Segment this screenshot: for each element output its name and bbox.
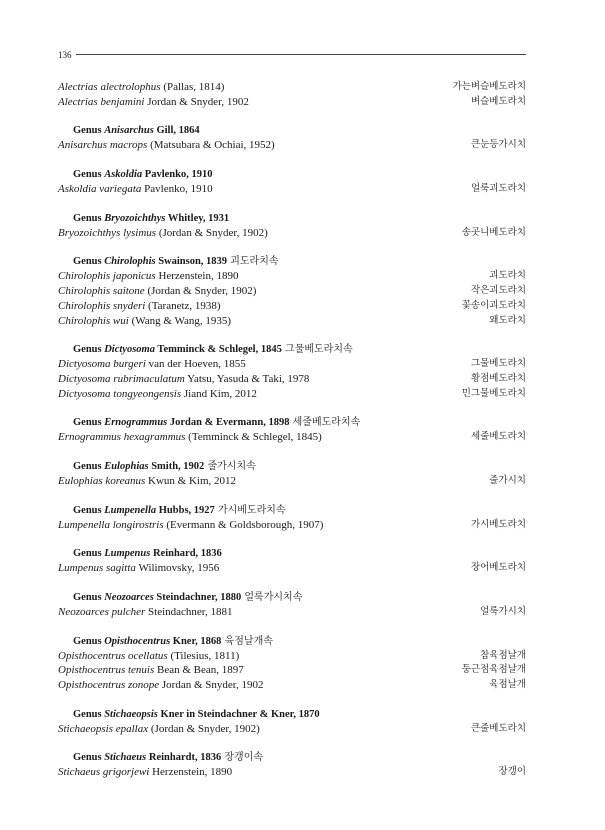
species-scientific-name: Ernogrammus hexagrammus bbox=[58, 431, 186, 444]
species-row bbox=[58, 80, 526, 95]
species-row bbox=[58, 605, 526, 620]
genus-authority: Gill, 1864 bbox=[153, 125, 200, 137]
species-authority: (Evermann & Goldsborough, 1907) bbox=[166, 518, 324, 531]
species-authority: (Taranetz, 1938) bbox=[148, 299, 221, 312]
genus-korean-name: 육점날개속 bbox=[221, 635, 273, 647]
species-row bbox=[58, 284, 526, 299]
species-korean-name: 벼슬베도라치 bbox=[470, 95, 526, 107]
species-korean-name: 큰눈등가시치 bbox=[470, 139, 526, 151]
species-scientific-name: Chirolophis japonicus bbox=[58, 270, 156, 283]
species-korean-name: 왜도라치 bbox=[489, 314, 526, 326]
species-authority: Pavlenko, 1910 bbox=[144, 183, 213, 196]
genus-authority: Steindachner, 1880 bbox=[153, 592, 242, 603]
genus-name: Lumpenus bbox=[104, 548, 151, 560]
species-korean-name: 큰줄베도라치 bbox=[470, 722, 526, 734]
species-korean-name: 육점날개 bbox=[489, 679, 526, 691]
genus-heading bbox=[58, 634, 526, 649]
genus-heading bbox=[58, 254, 526, 269]
species-authority: (Jordan & Snyder, 1902) bbox=[150, 722, 260, 735]
genus-heading bbox=[58, 415, 526, 430]
species-row bbox=[58, 226, 526, 241]
genus-group bbox=[58, 123, 526, 153]
species-scientific-name: Lumpenella longirostris bbox=[58, 518, 164, 531]
species-scientific-name: Opisthocentrus zonope bbox=[58, 679, 160, 692]
species-row bbox=[58, 138, 526, 153]
species-authority: Herzenstein, 1890 bbox=[158, 270, 239, 283]
genus-group bbox=[58, 634, 526, 693]
species-authority: Jordan & Snyder, 1902 bbox=[161, 679, 264, 692]
species-authority: (Wang & Wang, 1935) bbox=[131, 314, 232, 327]
genus-prefix: Genus bbox=[73, 344, 105, 356]
genus-prefix: Genus bbox=[73, 169, 105, 181]
genus-authority: Reinhard, 1836 bbox=[150, 548, 222, 560]
species-korean-name: 가시베도라치 bbox=[470, 518, 526, 530]
species-scientific-name: Lumpenus sagitta bbox=[58, 562, 136, 575]
species-row bbox=[58, 314, 526, 329]
genus-heading bbox=[58, 503, 526, 518]
species-scientific-name: Eulophias koreanus bbox=[58, 474, 146, 487]
genus-name: Neozoarces bbox=[104, 592, 154, 603]
species-row bbox=[58, 269, 526, 284]
genus-prefix: Genus bbox=[73, 256, 105, 268]
genus-authority: Swainson, 1839 bbox=[155, 256, 228, 268]
species-korean-name: 가는벼슬베도라치 bbox=[452, 81, 526, 92]
species-korean-name: 둥근점육점날개 bbox=[461, 664, 526, 676]
species-authority: Yatsu, Yasuda & Taki, 1978 bbox=[187, 372, 310, 385]
species-authority: (Jordan & Snyder, 1902) bbox=[158, 226, 268, 239]
species-row bbox=[58, 765, 526, 780]
genus-name: Anisarchus bbox=[104, 125, 154, 137]
species-scientific-name: Dictyosoma tongyeongensis bbox=[58, 387, 182, 400]
genus-korean-name: 괴도라치속 bbox=[227, 256, 279, 268]
species-row bbox=[58, 182, 526, 197]
genus-heading bbox=[58, 123, 526, 138]
species-korean-name: 줄가시치 bbox=[489, 474, 526, 486]
genus-prefix: Genus bbox=[73, 752, 105, 764]
species-scientific-name: Opisthocentrus ocellatus bbox=[58, 649, 168, 662]
species-korean-name: 그물베도라치 bbox=[470, 358, 526, 370]
species-scientific-name: Alectrias benjamini bbox=[58, 95, 145, 108]
genus-prefix: Genus bbox=[73, 212, 105, 224]
genus-prefix: Genus bbox=[73, 592, 105, 603]
species-scientific-name: Anisarchus macrops bbox=[58, 139, 148, 152]
species-row bbox=[58, 357, 526, 372]
species-scientific-name: Chirolophis saitone bbox=[58, 285, 145, 298]
species-row bbox=[58, 95, 526, 110]
genus-prefix: Genus bbox=[73, 125, 105, 137]
header-rule bbox=[76, 54, 526, 55]
species-list bbox=[58, 80, 526, 780]
species-scientific-name: Opisthocentrus tenuis bbox=[58, 664, 155, 677]
genus-name: Askoldia bbox=[104, 169, 143, 181]
species-authority: Bean & Bean, 1897 bbox=[157, 664, 244, 677]
species-korean-name: 황점베도라치 bbox=[470, 372, 526, 384]
species-korean-name: 작은괴도라치 bbox=[470, 285, 526, 297]
genus-group bbox=[58, 80, 526, 109]
genus-heading bbox=[58, 750, 526, 765]
species-scientific-name: Dictyosoma rubrimaculatum bbox=[58, 372, 185, 385]
genus-authority: Whitley, 1931 bbox=[165, 212, 230, 224]
species-row bbox=[58, 372, 526, 387]
species-authority: van der Hoeven, 1855 bbox=[148, 358, 246, 371]
species-authority: (Pallas, 1814) bbox=[163, 81, 225, 93]
genus-prefix: Genus bbox=[73, 548, 105, 560]
species-row bbox=[58, 518, 526, 533]
species-authority: Wilimovsky, 1956 bbox=[138, 562, 220, 575]
species-row bbox=[58, 678, 526, 693]
genus-group bbox=[58, 590, 526, 620]
species-row bbox=[58, 722, 526, 737]
genus-name: Lumpenella bbox=[104, 504, 157, 516]
genus-korean-name: 세줄베도라치속 bbox=[289, 417, 361, 429]
genus-name: Opisthocentrus bbox=[104, 635, 171, 647]
genus-prefix: Genus bbox=[73, 460, 105, 472]
species-korean-name: 꽃송이괴도라치 bbox=[461, 299, 526, 311]
genus-name: Chirolophis bbox=[104, 256, 156, 268]
genus-prefix: Genus bbox=[73, 635, 105, 647]
genus-name: Bryozoichthys bbox=[104, 212, 166, 224]
species-korean-name: 참육점날개 bbox=[480, 649, 526, 661]
species-authority: Herzenstein, 1890 bbox=[152, 766, 233, 779]
genus-authority: Pavlenko, 1910 bbox=[142, 169, 213, 181]
species-scientific-name: Alectrias alectrolophus bbox=[58, 81, 161, 93]
species-row bbox=[58, 299, 526, 314]
genus-korean-name: 얼룩가시치속 bbox=[241, 592, 303, 603]
species-korean-name: 세줄베도라치 bbox=[470, 431, 526, 443]
genus-prefix: Genus bbox=[73, 504, 105, 516]
species-korean-name: 괴도라치 bbox=[489, 270, 526, 282]
page-number: 136 bbox=[58, 50, 72, 60]
species-korean-name: 얼룩괴도라치 bbox=[470, 183, 526, 195]
species-korean-name: 민그물베도라치 bbox=[461, 387, 526, 399]
genus-group bbox=[58, 415, 526, 445]
species-authority: (Jordan & Snyder, 1902) bbox=[147, 285, 257, 298]
genus-group bbox=[58, 211, 526, 241]
genus-heading bbox=[58, 590, 526, 605]
species-scientific-name: Stichaeopsis epallax bbox=[58, 722, 149, 735]
genus-authority: Reinhardt, 1836 bbox=[146, 752, 222, 764]
genus-authority: Kner, 1868 bbox=[170, 635, 222, 647]
genus-name: Eulophias bbox=[104, 460, 149, 472]
genus-authority: Hubbs, 1927 bbox=[156, 504, 215, 516]
species-row bbox=[58, 430, 526, 445]
species-scientific-name: Neozoarces pulcher bbox=[58, 606, 146, 618]
species-authority: Jiand Kim, 2012 bbox=[183, 387, 257, 400]
genus-group bbox=[58, 167, 526, 197]
genus-heading bbox=[58, 211, 526, 226]
genus-name: Ernogrammus bbox=[104, 417, 168, 429]
species-authority: Steindachner, 1881 bbox=[148, 606, 233, 618]
species-scientific-name: Chirolophis wui bbox=[58, 314, 129, 327]
species-row bbox=[58, 649, 526, 664]
genus-name: Stichaeopsis bbox=[104, 708, 158, 720]
species-korean-name: 장갱이 bbox=[498, 766, 526, 778]
species-scientific-name: Stichaeus grigorjewi bbox=[58, 766, 150, 779]
species-korean-name: 송곳니베도라치 bbox=[461, 226, 526, 238]
species-scientific-name: Bryozoichthys lysimus bbox=[58, 226, 157, 239]
species-row bbox=[58, 561, 526, 576]
genus-group bbox=[58, 546, 526, 576]
species-row bbox=[58, 387, 526, 402]
genus-heading bbox=[58, 546, 526, 561]
genus-authority: Smith, 1902 bbox=[148, 460, 205, 472]
genus-group bbox=[58, 254, 526, 328]
genus-authority: Jordan & Evermann, 1898 bbox=[167, 417, 290, 429]
genus-korean-name: 장갱이속 bbox=[221, 752, 264, 764]
genus-group bbox=[58, 503, 526, 533]
genus-prefix: Genus bbox=[73, 708, 105, 720]
species-scientific-name: Askoldia variegata bbox=[58, 183, 142, 196]
genus-korean-name: 줄가시치속 bbox=[204, 460, 256, 472]
species-authority: Kwun & Kim, 2012 bbox=[148, 474, 237, 487]
genus-authority: Kner in Steindachner & Kner, 1870 bbox=[157, 708, 320, 720]
species-korean-name: 얼룩가시치 bbox=[480, 606, 526, 617]
species-row bbox=[58, 663, 526, 678]
species-authority: Jordan & Snyder, 1902 bbox=[147, 95, 249, 108]
species-authority: (Temminck & Schlegel, 1845) bbox=[188, 431, 322, 444]
species-authority: (Matsubara & Ochiai, 1952) bbox=[150, 139, 275, 152]
genus-heading bbox=[58, 459, 526, 474]
genus-heading bbox=[58, 342, 526, 357]
genus-name: Dictyosoma bbox=[104, 344, 155, 356]
genus-korean-name: 가시베도라치속 bbox=[214, 504, 286, 516]
genus-group bbox=[58, 750, 526, 780]
genus-group bbox=[58, 342, 526, 401]
genus-authority: Temminck & Schlegel, 1845 bbox=[154, 344, 282, 356]
species-row bbox=[58, 474, 526, 489]
genus-group bbox=[58, 459, 526, 489]
genus-prefix: Genus bbox=[73, 417, 105, 429]
genus-korean-name: 그물베도라치속 bbox=[281, 344, 353, 356]
genus-heading bbox=[58, 707, 526, 722]
species-authority: (Tilesius, 1811) bbox=[170, 649, 240, 662]
genus-group bbox=[58, 707, 526, 737]
genus-name: Stichaeus bbox=[104, 752, 147, 764]
genus-heading bbox=[58, 167, 526, 182]
species-korean-name: 장어베도라치 bbox=[470, 562, 526, 574]
species-scientific-name: Dictyosoma burgeri bbox=[58, 358, 146, 371]
species-scientific-name: Chirolophis snyderi bbox=[58, 299, 146, 312]
